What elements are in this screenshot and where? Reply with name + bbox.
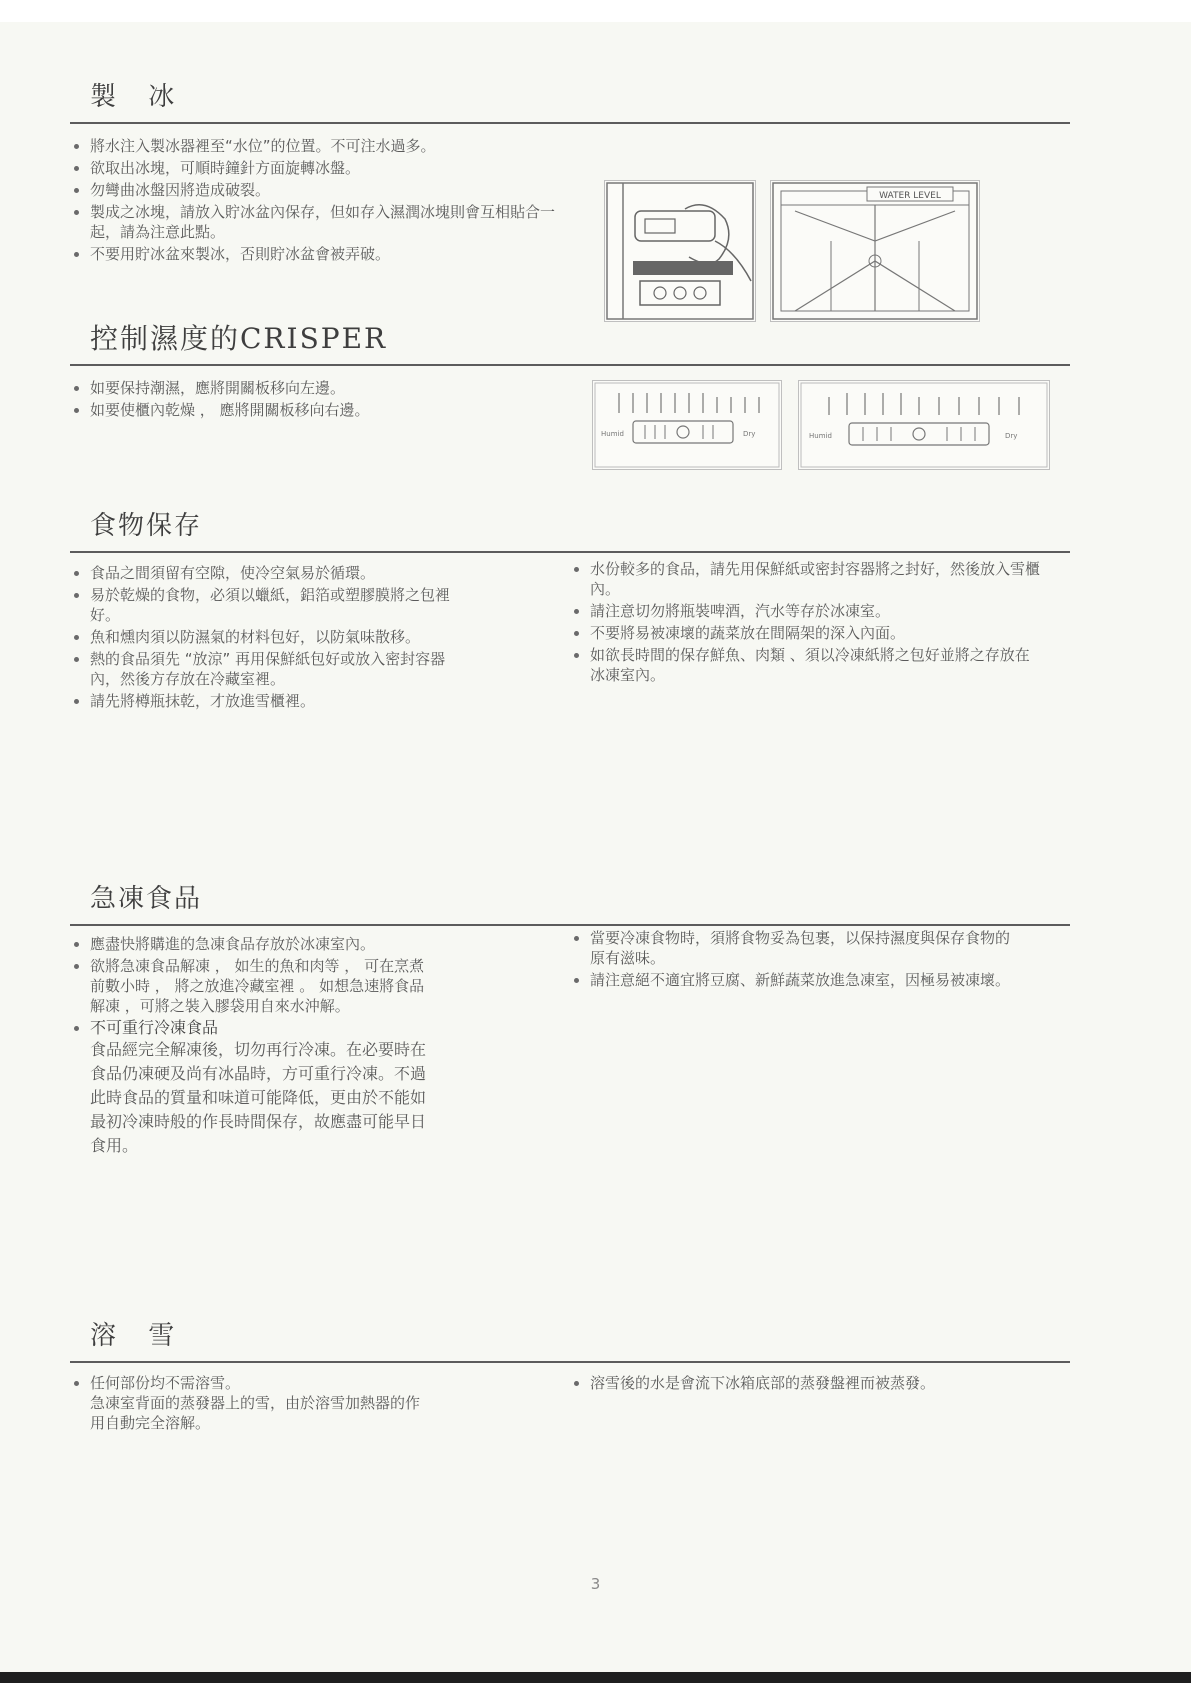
top-margin bbox=[0, 0, 1191, 22]
defrost-left-title: 任何部份均不需溶雪。 bbox=[90, 1374, 241, 1392]
food-left-list bbox=[70, 563, 450, 711]
defrost-left-column bbox=[70, 1373, 430, 1435]
defrost-left-list bbox=[70, 1373, 430, 1433]
list-item: 食品之間須留有空隙，使冷空氣易於循環。 bbox=[70, 563, 450, 583]
list-item: 不要將易被凍壞的蔬菜放在間隔架的深入內面。 bbox=[570, 623, 1040, 643]
section-title-ice: 製 冰 bbox=[90, 82, 187, 112]
list-item: 不要用貯冰盆來製冰，否則貯冰盆會被弄破。 bbox=[70, 244, 570, 264]
list-item: 如要使櫃內乾燥 ， 應將開關板移向右邊。 bbox=[70, 400, 530, 420]
crisper-slider-dry-figure bbox=[798, 380, 1050, 470]
defrost-left-item bbox=[70, 1373, 430, 1433]
section-rule bbox=[70, 551, 1070, 553]
frozen-right-list bbox=[570, 928, 1020, 990]
section-frozen-food bbox=[70, 880, 1070, 1155]
frozen-left-column bbox=[70, 934, 430, 1160]
section-defrost bbox=[70, 1317, 1070, 1432]
slider-humid-label: Humid bbox=[809, 432, 832, 440]
section-title-crisper: 控制濕度的CRISPER bbox=[90, 322, 388, 355]
water-level-tray-figure bbox=[770, 180, 980, 322]
list-item: 當要冷凍食物時，須將食物妥為包裹，以保持濕度與保存食物的原有滋味。 bbox=[570, 928, 1020, 968]
list-item: 水份較多的食品，請先用保鮮紙或密封容器將之封好，然後放入雪櫃內。 bbox=[570, 559, 1040, 599]
food-right-column bbox=[570, 559, 1040, 687]
ice-list bbox=[70, 136, 570, 264]
crisper-list bbox=[70, 378, 530, 420]
list-item: 魚和燻肉須以防濕氣的材料包好，以防氣味散移。 bbox=[70, 627, 450, 647]
page-number: 3 bbox=[590, 1575, 601, 1593]
section-rule bbox=[70, 924, 1070, 926]
list-item: 製成之冰塊，請放入貯冰盆內保存，但如存入濕潤冰塊則會互相貼合一起，請為注意此點。 bbox=[70, 202, 570, 242]
defrost-right-column bbox=[570, 1373, 1030, 1395]
section-food-storage bbox=[70, 507, 1070, 710]
list-item: 如要保持潮濕，應將開關板移向左邊。 bbox=[70, 378, 530, 398]
refreeze-title: 不可重行冷凍食品 bbox=[90, 1018, 219, 1037]
list-item: 應盡快將購進的急凍食品存放於冰凍室內。 bbox=[70, 934, 430, 954]
list-item: 將水注入製冰器裡至“水位”的位置。不可注水過多。 bbox=[70, 136, 570, 156]
bottom-margin bbox=[0, 1672, 1191, 1683]
section-title-food-storage: 食物保存 bbox=[90, 511, 203, 541]
food-left-column bbox=[70, 563, 450, 713]
list-item: 請注意切勿將瓶裝啤酒，汽水等存於冰凍室。 bbox=[570, 601, 1040, 621]
refreeze-item bbox=[70, 1018, 430, 1158]
list-item: 欲取出冰塊，可順時鐘針方面旋轉冰盤。 bbox=[70, 158, 570, 178]
section-ice bbox=[70, 78, 1070, 263]
list-item: 請先將樽瓶抹乾，才放進雪櫃裡。 bbox=[70, 691, 450, 711]
ice-list-column bbox=[70, 136, 570, 266]
frozen-right-column bbox=[570, 928, 1020, 992]
section-rule bbox=[70, 1361, 1070, 1363]
water-level-label: WATER LEVEL bbox=[879, 191, 941, 201]
refreeze-list bbox=[70, 1018, 430, 1158]
defrost-left-text: 急凍室背面的蒸發器上的雪，由於溶雪加熱器的作用自動完全溶解。 bbox=[90, 1394, 421, 1432]
crisper-list-column bbox=[70, 378, 530, 422]
list-item: 請注意絕不適宜將豆腐、新鮮蔬菜放進急凍室，因極易被凍壞。 bbox=[570, 970, 1020, 990]
list-item: 欲將急凍食品解凍 ， 如生的魚和肉等 ， 可在烹煮前數小時 ， 將之放進冷藏室裡 。 如想急速將食品解凍 ，可將之裝入膠袋用自來水沖解。 bbox=[70, 956, 430, 1016]
list-item: 如欲長時間的保存鮮魚、肉類 、須以冷凍紙將之包好並將之存放在冰凍室內。 bbox=[570, 645, 1040, 685]
slider-humid-label: Humid bbox=[601, 430, 624, 438]
list-item: 溶雪後的水是會流下冰箱底部的蒸發盤裡而被蒸發。 bbox=[570, 1373, 1030, 1393]
frozen-left-list bbox=[70, 934, 430, 1016]
slider-dry-label: Dry bbox=[1005, 432, 1018, 440]
food-right-list bbox=[570, 559, 1040, 685]
list-item: 勿彎曲冰盤因將造成破裂。 bbox=[70, 180, 570, 200]
ice-tray-removal-figure bbox=[604, 180, 756, 322]
list-item: 熱的食品須先 “放涼” 再用保鮮紙包好或放入密封容器內，然後方存放在冷藏室裡。 bbox=[70, 649, 450, 689]
section-crisper bbox=[70, 320, 1070, 440]
slider-dry-label: Dry bbox=[743, 430, 756, 438]
list-item: 易於乾燥的食物，必須以蠟紙，鋁箔或塑膠膜將之包裡好。 bbox=[70, 585, 450, 625]
refreeze-text: 食品經完全解凍後，切勿再行冷凍。在必要時在食品仍凍硬及尚有冰晶時，方可重行冷凍。不過此時食品的質量和味道可能降低，更由於不能如最初冷凍時般的作長時間保存，故應盡可能早日食用。 bbox=[90, 1040, 427, 1155]
section-title-frozen-food: 急凍食品 bbox=[90, 884, 203, 914]
section-rule bbox=[70, 364, 1070, 366]
defrost-right-list bbox=[570, 1373, 1030, 1393]
section-title-defrost: 溶 雪 bbox=[90, 1321, 187, 1351]
section-rule bbox=[70, 122, 1070, 124]
crisper-slider-humid-figure bbox=[592, 380, 782, 470]
